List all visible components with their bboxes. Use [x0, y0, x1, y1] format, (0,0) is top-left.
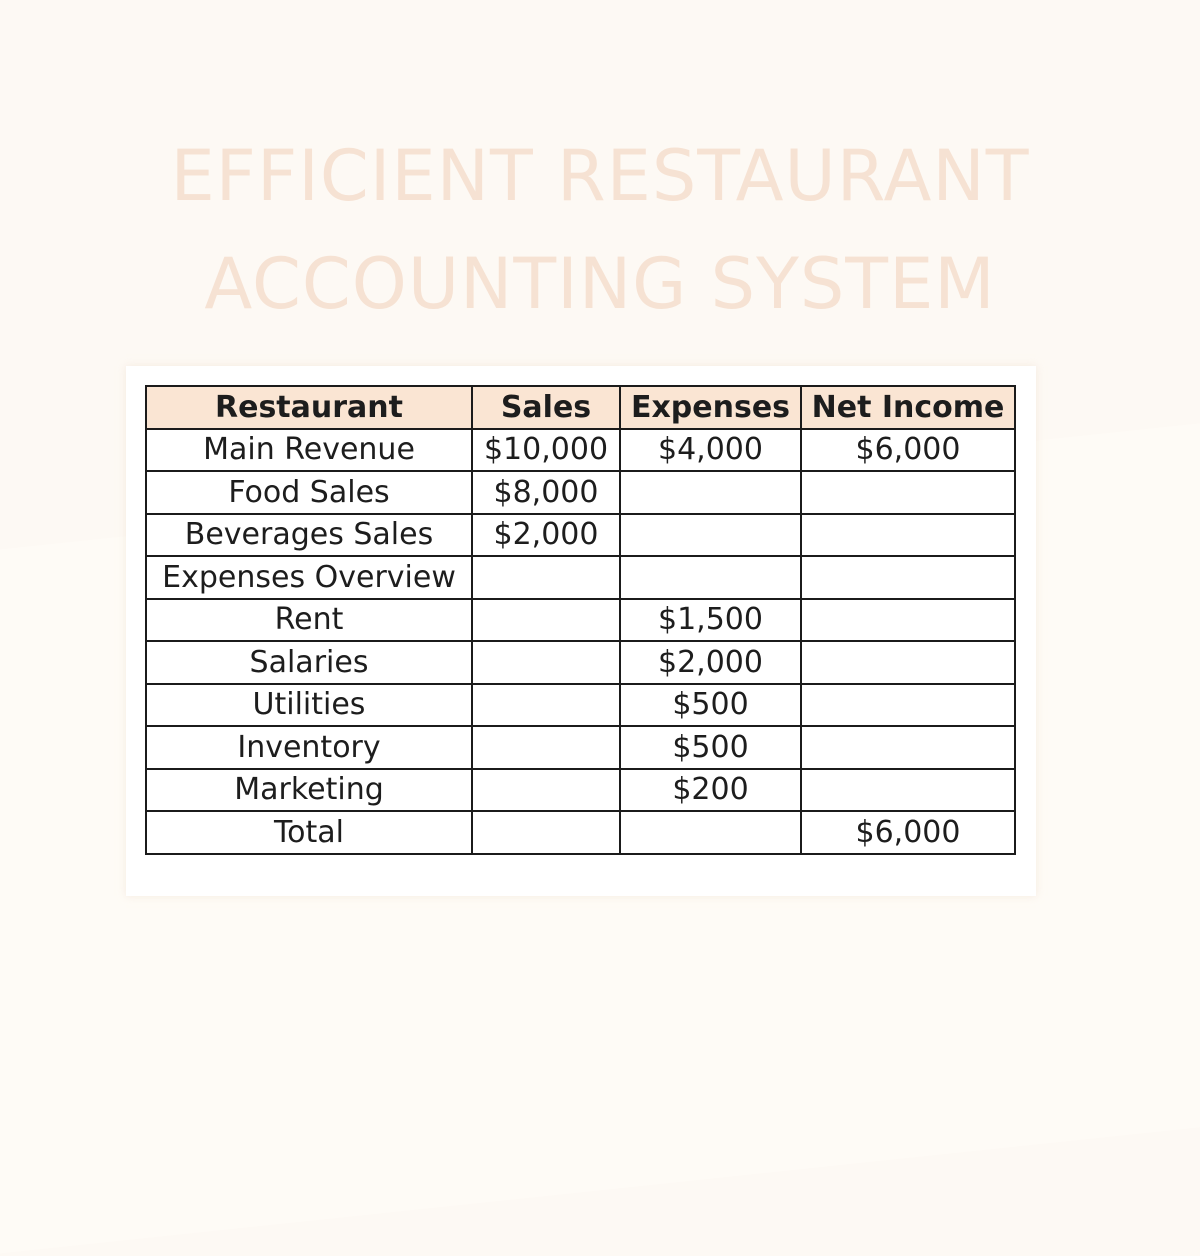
cell-restaurant: Beverages Sales [146, 514, 472, 557]
cell-net-income [801, 769, 1015, 812]
cell-net-income [801, 599, 1015, 642]
title-line-2: ACCOUNTING SYSTEM [204, 243, 996, 325]
cell-sales: $10,000 [472, 429, 620, 472]
cell-restaurant: Marketing [146, 769, 472, 812]
cell-restaurant: Total [146, 811, 472, 854]
cell-sales [472, 726, 620, 769]
header-row [146, 386, 1015, 429]
cell-expenses: $4,000 [620, 429, 801, 472]
cell-sales: $8,000 [472, 471, 620, 514]
cell-sales [472, 556, 620, 599]
table-row [146, 556, 1015, 599]
cell-net-income [801, 641, 1015, 684]
cell-sales [472, 599, 620, 642]
table-row [146, 471, 1015, 514]
accounting-table [145, 385, 1016, 855]
cell-expenses [620, 514, 801, 557]
cell-expenses [620, 811, 801, 854]
header-restaurant: Restaurant [146, 386, 472, 429]
cell-sales [472, 641, 620, 684]
table-row [146, 429, 1015, 472]
cell-net-income [801, 471, 1015, 514]
header-sales: Sales [472, 386, 620, 429]
cell-expenses: $200 [620, 769, 801, 812]
cell-expenses: $1,500 [620, 599, 801, 642]
page-title [0, 122, 1200, 338]
cell-restaurant: Main Revenue [146, 429, 472, 472]
cell-expenses: $500 [620, 684, 801, 727]
table-row [146, 641, 1015, 684]
cell-net-income: $6,000 [801, 811, 1015, 854]
cell-expenses [620, 471, 801, 514]
cell-net-income [801, 514, 1015, 557]
cell-net-income [801, 556, 1015, 599]
title-line-1: EFFICIENT RESTAURANT [170, 135, 1030, 217]
total-row [146, 811, 1015, 854]
cell-sales [472, 811, 620, 854]
cell-restaurant: Food Sales [146, 471, 472, 514]
table-row [146, 684, 1015, 727]
cell-restaurant: Rent [146, 599, 472, 642]
cell-restaurant: Salaries [146, 641, 472, 684]
cell-sales [472, 684, 620, 727]
table-row [146, 769, 1015, 812]
cell-expenses: $500 [620, 726, 801, 769]
cell-expenses [620, 556, 801, 599]
table-row [146, 599, 1015, 642]
cell-restaurant: Inventory [146, 726, 472, 769]
header-net-income: Net Income [801, 386, 1015, 429]
cell-net-income: $6,000 [801, 429, 1015, 472]
cell-restaurant: Expenses Overview [146, 556, 472, 599]
table-row [146, 726, 1015, 769]
cell-net-income [801, 726, 1015, 769]
cell-expenses: $2,000 [620, 641, 801, 684]
cell-sales: $2,000 [472, 514, 620, 557]
header-expenses: Expenses [620, 386, 801, 429]
table-row [146, 514, 1015, 557]
cell-net-income [801, 684, 1015, 727]
cell-restaurant: Utilities [146, 684, 472, 727]
cell-sales [472, 769, 620, 812]
